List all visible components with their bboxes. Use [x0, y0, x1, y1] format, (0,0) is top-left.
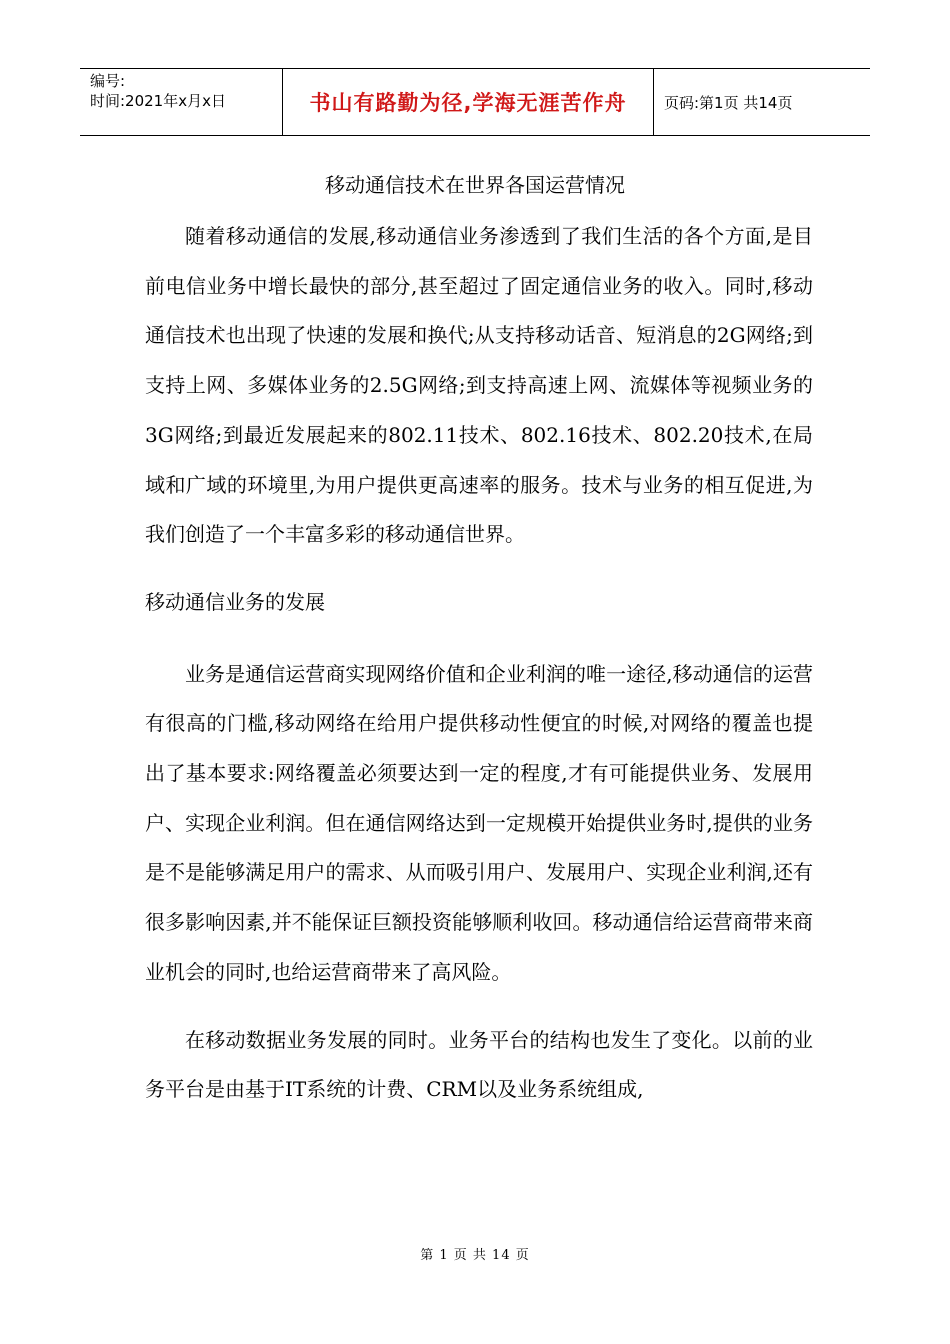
intro-paragraph: 随着移动通信的发展,移动通信业务渗透到了我们生活的各个方面,是目前电信业务中增长最快的部分,甚至超过了固定通信业务的收入。同时,移动通信技术也出现了快速的发展和换代;从支持移动话音、短消息的2G网络;到支持上网、多媒体业务的2.5G网络;到支持高速上网、流媒体等视频业务的3G网络;到最近发展起来的802.11技术、802.16技术、802.20技术,在局域和广域的环境里,为用户提供更高速率的服务。技术与业务的相互促进,为我们创造了一个丰富多彩的移动通信世界。 — [145, 224, 813, 547]
header-meta — [80, 69, 282, 135]
section-heading: 移动通信业务的发展 — [145, 589, 325, 614]
header-motto: 书山有路勤为径,学海无涯苦作舟 — [282, 69, 654, 135]
time-label: 时间:2021年x月x日 — [90, 92, 226, 110]
paragraph-platform: 在移动数据业务发展的同时。业务平台的结构也发生了变化。以前的业务平台是由基于IT系统的计费、CRM以及业务系统组成, — [145, 1027, 813, 1102]
header-page-code: 页码:第1页 共14页 — [664, 93, 793, 112]
document-body — [145, 212, 813, 1115]
paragraph-business: 业务是通信运营商实现网络价值和企业利润的唯一途径,移动通信的运营有很高的门槛,移动网络在给用户提供移动性便宜的时候,对网络的覆盖也提出了基本要求:网络覆盖必须要达到一定的程度,才有可能提供业务、发展用户、实现企业利润。但在通信网络达到一定规模开始提供业务时,提供的业务是不是能够满足用户的需求、从而吸引用户、发展用户、实现企业利润,还有很多影响因素,并不能保证巨额投资能够顺利收回。移动通信给运营商带来商业机会的同时,也给运营商带来了高风险。 — [145, 661, 813, 984]
page-footer: 第 1 页 共 14 页 — [420, 1248, 530, 1263]
number-label: 编号: — [90, 72, 126, 90]
document-title: 移动通信技术在世界各国运营情况 — [325, 173, 625, 197]
document-header — [80, 68, 870, 136]
